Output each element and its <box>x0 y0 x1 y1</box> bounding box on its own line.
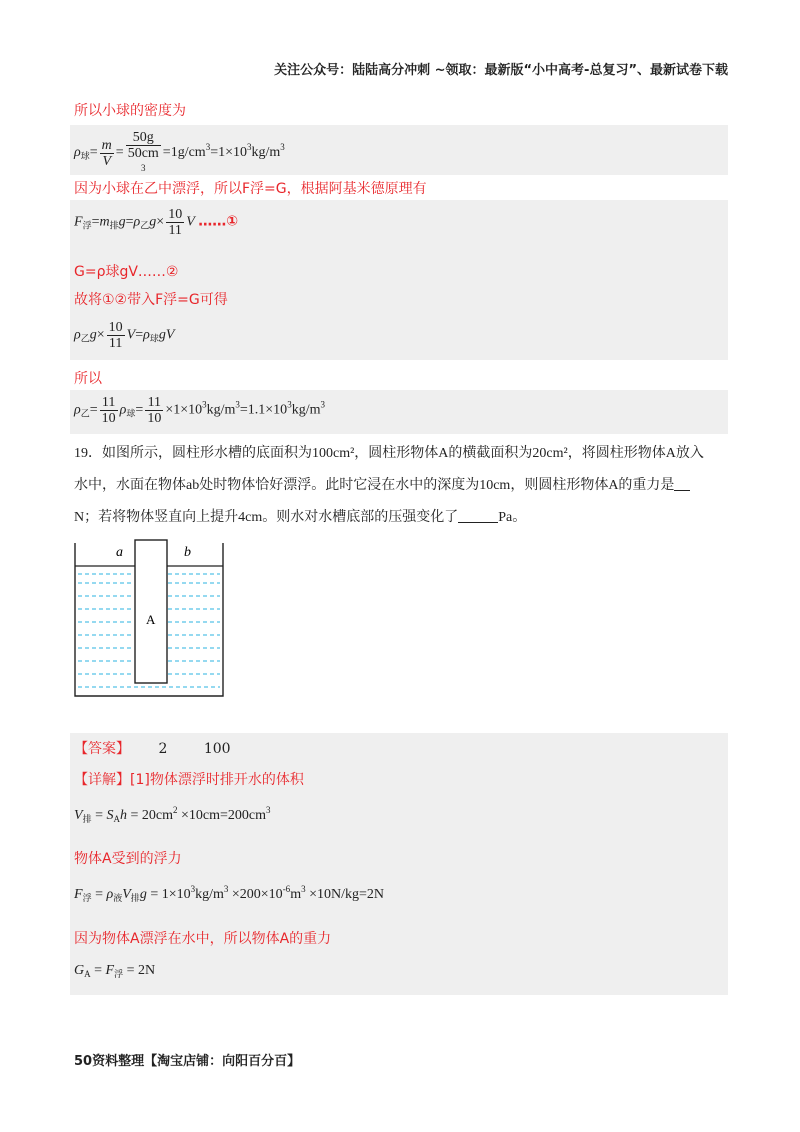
label-A: A <box>146 612 156 627</box>
page-header: 关注公众号：陆陆高分冲刺 ~领取：最新版“小中高考-总复习”、最新试卷下载 <box>274 63 728 78</box>
question-line: 水中，水面在物体ab处时物体恰好漂浮。此时它浸在水中的深度为10cm，则圆柱形物体A的重力是 <box>74 470 734 502</box>
detail-tag: 【详解】 <box>74 772 130 788</box>
label-b: b <box>184 545 191 560</box>
label-a: a <box>116 545 123 560</box>
tank-figure <box>70 538 240 708</box>
page-footer: 50资料整理【淘宝店铺：向阳百分百】 <box>74 1054 301 1069</box>
answer-1: 2 <box>158 741 168 757</box>
text-therefore: 所以 <box>74 371 102 387</box>
formula-buoyancy: $F_浮 = \rho_液V_排g = 1\times 10^3kg/m^3 \times 200\times 10^{-6}m^3 \times 10N/kg=2N$ <box>74 884 384 903</box>
formula-weight: $G_A = F_浮 = 2N$ <box>74 963 156 979</box>
detail-line: 【详解】[1]物体漂浮时排开水的体积 <box>74 772 304 788</box>
answer-2: 100 <box>203 741 231 757</box>
question-line: N；若将物体竖直向上提升4cm。则水对水槽底部的压强变化了 Pa。 <box>74 510 527 525</box>
text-density-intro: 所以小球的密度为 <box>74 103 186 119</box>
answer-line <box>74 738 231 758</box>
text-float-condition: 因为小球在乙中漂浮，所以F浮=G，根据阿基米德原理有 <box>74 181 427 197</box>
answer-blank-2[interactable] <box>458 508 498 523</box>
formula-eq2: G=ρ球gV……② <box>74 264 179 280</box>
detail-weight-text: 因为物体A漂浮在水中，所以物体A的重力 <box>74 931 332 947</box>
question-line: 19．如图所示，圆柱形水槽的底面积为100cm²，圆柱形物体A的横截面积为20cm²，将圆柱形物体A放入 <box>74 446 704 461</box>
formula-result: $\rho_乙=$ $\frac{11}{10}$ $\rho_球=$ $\frac{11}{10}$ $\times 1\times 10^3kg/m^3=1.1\times 10^3kg/m^3$ <box>74 395 325 426</box>
question-19 <box>74 438 734 534</box>
formula-volume: $V_排 = S_Ah = 20cm^2 \times 10cm=200cm^3$ <box>74 805 271 824</box>
formula-density: $\rho_球=$ $\frac{m}{V}$ = 50g 50cm 3 $=1g/cm^3=1\times 10^3kg/m^3$ <box>74 130 285 173</box>
formula-eq1: $F_浮=m_排g=\rho_乙g\times$ $\frac{10}{11}$ V ……① <box>74 207 239 238</box>
detail-buoyancy-text: 物体A受到的浮力 <box>74 851 182 867</box>
answer-tag: 【答案】 <box>74 741 130 757</box>
answer-blank-1[interactable] <box>674 476 690 491</box>
formula-eq3: $\rho_乙g\times$ $\frac{10}{11}$ $V=\rho_球gV$ <box>74 320 175 351</box>
text-substitute: 故将①②带入F浮=G可得 <box>74 292 228 308</box>
